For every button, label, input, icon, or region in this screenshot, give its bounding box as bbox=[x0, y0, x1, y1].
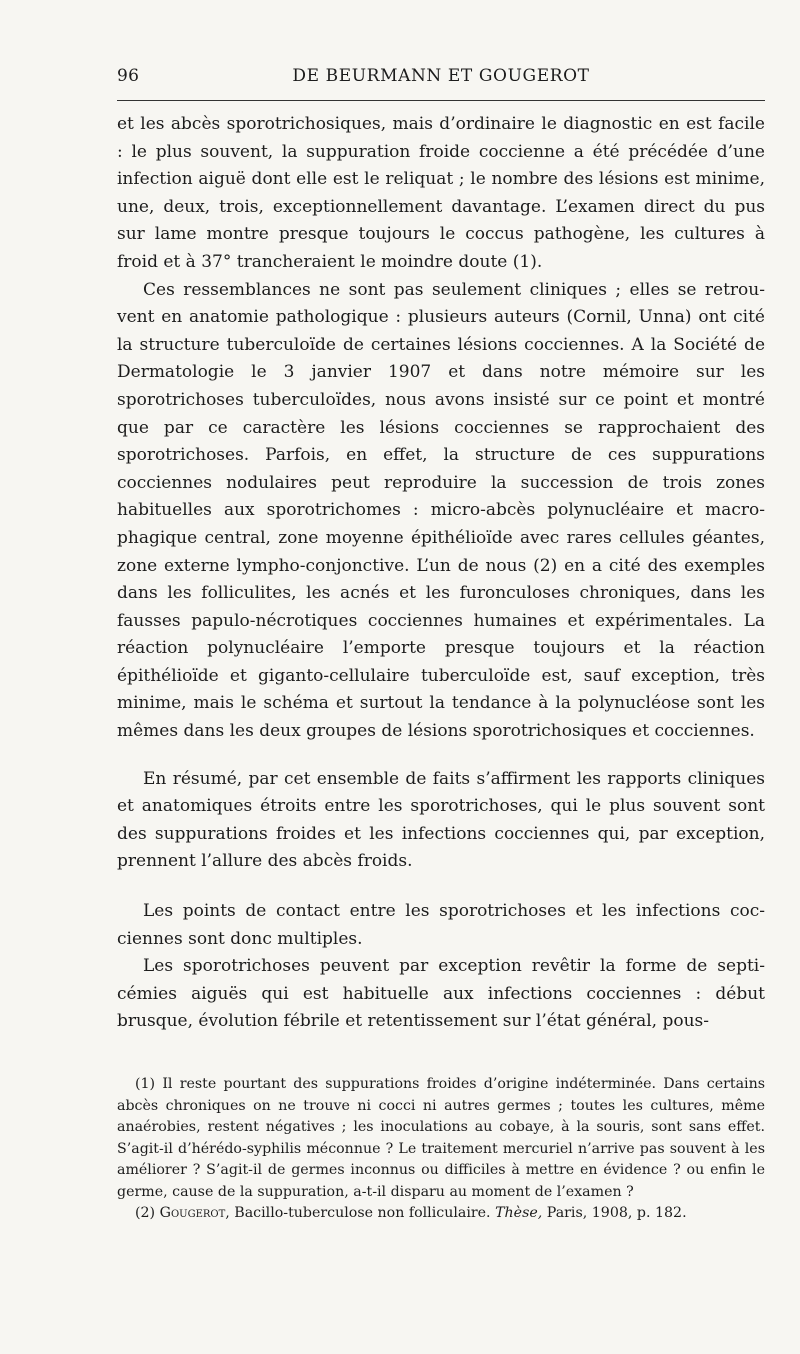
footnote-2-number: (2) bbox=[135, 1205, 156, 1221]
body-text bbox=[117, 111, 765, 1036]
paragraph-2: Ces ressemblances ne sont pas seulement cliniques ; elles se retrouvent en anatomie pathologique : plusieurs auteurs (Cornil, Unna) ont cité la structure tuberculoïde de certaines lésions cocciennes. A la Société de Dermatologie le 3 janvier 1907 et dans notre mémoire sur les sporotrichoses tuberculoïdes, nous avons insisté sur ce point et montré que par ce caractère les lésions cocciennes se rapprochaient des sporotrichoses. Parfois, en effet, la structure de ces suppurations cocciennes nodulaires peut reproduire la succession de trois zones habituelles aux sporotrichomes : micro-abcès polynucléaire et macrophagique central, zone moyenne épithélioïde avec rares cellules géantes, zone externe lympho-conjonctive. L’un de nous (2) en a cité des exemples dans les folliculites, les acnés et les furonculoses chroniques, dans les fausses papulo-nécrotiques cocciennes humaines et expérimentales. La réaction polynucléaire l’emporte presque toujours et la réaction épithélioïde et giganto-cellulaire tuberculoïde est, sauf exception, très minime, mais le schéma et surtout la tendance à la polynucléose sont les mêmes dans les deux groupes de lésions sporotrichosiques et cocciennes. bbox=[117, 279, 765, 742]
footnote-2-title: Bacillo-tuberculose non folliculaire. bbox=[234, 1205, 491, 1221]
running-head bbox=[117, 62, 765, 92]
paragraph-1: et les abcès sporotrichosiques, mais d’ordinaire le diagnostic en est facile : le plus souvent, la suppuration froide coccienne a été précédée d’une infection aiguë dont elle est le reliquat ; le nombre des lésions est minime, une, deux, trois, exceptionnellement davantage. L’examen direct du pus sur lame montre presque toujours le coccus pathogène, les cultures à froid et à 37° trancheraient le moindre doute (1). bbox=[117, 114, 765, 272]
footnotes bbox=[117, 1074, 765, 1225]
paragraph-4: Les points de contact entre les sporotrichoses et les infections cocciennes sont donc multiples. bbox=[117, 901, 765, 949]
footnote-2-rest: Paris, 1908, p. 182. bbox=[546, 1205, 687, 1221]
footnote-2 bbox=[117, 1203, 765, 1225]
page-number: 96 bbox=[117, 66, 140, 86]
paragraph-5: Les sporotrichoses peuvent par exception revêtir la forme de septicémies aiguës qui est habituelle aux infections cocciennes : début brusque, évolution fébrile et retentissement sur l’état général, pous- bbox=[117, 956, 765, 1032]
footnote-2-thesis: Thèse, bbox=[495, 1205, 543, 1221]
header-rule bbox=[117, 100, 765, 101]
book-page bbox=[117, 62, 765, 1225]
running-title: DE BEURMANN ET GOUGEROT bbox=[292, 66, 590, 86]
footnote-1: (1) Il reste pourtant des suppurations froides d’origine indéterminée. Dans certains abcès chroniques on ne trouve ni cocci ni autres germes ; toutes les cultures, même anaérobies, restent négatives ; les inoculations au cobaye, à la souris, sont sans effet. S’agit-il d’hérédo-syphilis méconnue ? Le traitement mercuriel n’arrive pas souvent à les améliorer ? S’agit-il de germes inconnus ou difficiles à mettre en évidence ? ou enfin le germe, cause de la suppuration, a-t-il disparu au moment de l’examen ? bbox=[117, 1076, 765, 1200]
paragraph-3: En résumé, par cet ensemble de faits s’affirment les rapports cliniques et anatomiques étroits entre les sporotrichoses, qui le plus souvent sont des suppurations froides et les infections cocciennes qui, par exception, prennent l’allure des abcès froids. bbox=[117, 768, 765, 872]
footnote-2-author: Gougerot, bbox=[159, 1205, 230, 1221]
